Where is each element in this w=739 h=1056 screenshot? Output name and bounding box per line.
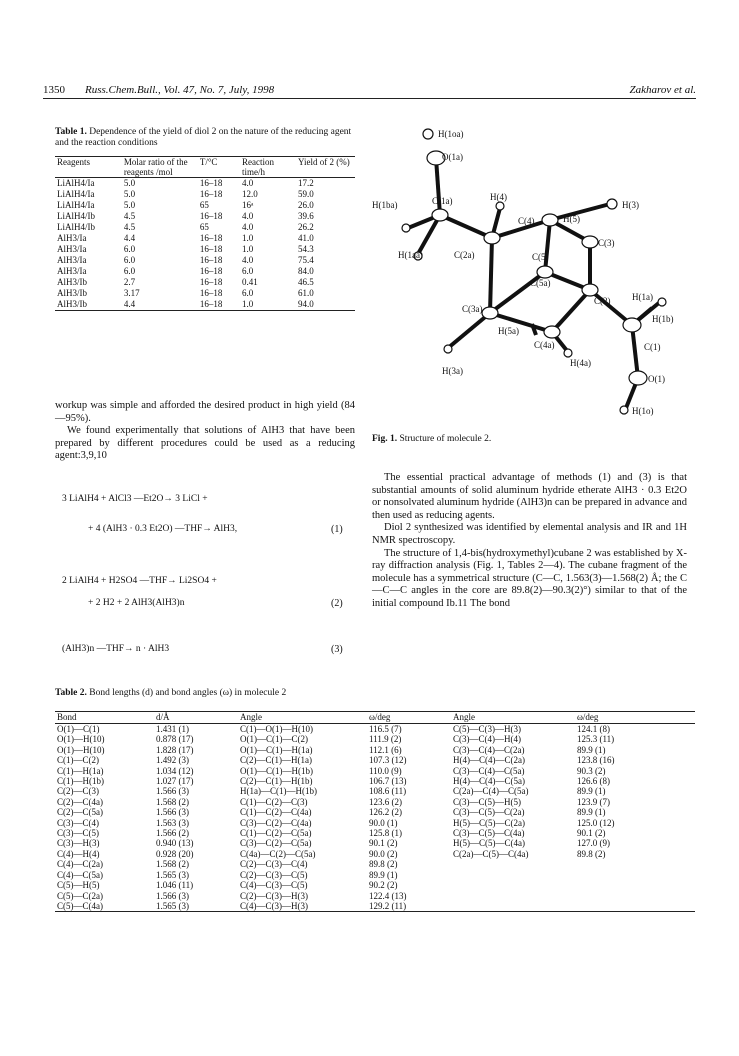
table1-cell: 75.4 bbox=[298, 255, 314, 265]
table1-cell: 6.0 bbox=[242, 288, 254, 298]
table2-cell: 122.4 (13) bbox=[369, 890, 407, 901]
table2-cell: H(4)—C(4)—C(2a) bbox=[453, 755, 525, 766]
table2-cell: 0.878 (17) bbox=[156, 734, 194, 745]
table1-cell: 4.0 bbox=[242, 211, 254, 221]
equation-2a: 2 LiAlH4 + H2SO4 —THF→ Li2SO4 + bbox=[62, 576, 217, 586]
table2-cell: 1.431 (1) bbox=[156, 724, 189, 734]
table2-cell: C(4a)—C(2)—C(5a) bbox=[240, 848, 316, 859]
table2-row bbox=[55, 901, 695, 912]
equation-1a: 3 LiAlH4 + AlCl3 —Et2O→ 3 LiCl + bbox=[62, 494, 208, 504]
atom-label: H(1oa) bbox=[438, 129, 464, 139]
table1-cell: LiAlH4/Ia bbox=[57, 178, 95, 188]
paragraph: The structure of 1,4-bis(hydroxymethyl)cubane 2 was established by X-ray diffraction analysis (Fig. 1, Tables 2—4). The cubane fragment of the molecule has a symmetrical structure (C—C, 1.563(3)—1.568(2) Å; the C—C—C angles in the core are 89.8(2)—90.3(2)°) similar to that of the initial compound Ib.11 The bond bbox=[372, 547, 687, 609]
table2-cell: 125.0 (12) bbox=[577, 817, 615, 828]
table2-cell: C(3)—H(3) bbox=[57, 838, 100, 849]
table2-cell: C(2)—C(4a) bbox=[57, 796, 103, 807]
table2-row bbox=[55, 880, 695, 890]
author-line: Zakharov et al. bbox=[629, 84, 696, 96]
paragraph: We found experimentally that solutions of AlH3 that have been prepared by different procedures could be used as a reducing agent:3,9,10 bbox=[55, 425, 355, 462]
table1-cell: 84.0 bbox=[298, 266, 314, 276]
table2-cell: C(3)—C(5)—C(2a) bbox=[453, 807, 525, 818]
table2-cell: C(4)—H(4) bbox=[57, 848, 100, 859]
table2-cell: 112.1 (6) bbox=[369, 744, 402, 755]
table1-col-header: Yield of 2 (%) bbox=[298, 157, 350, 167]
table1-col-header: Reagents bbox=[57, 157, 90, 167]
table1-cell: 1.0 bbox=[242, 233, 254, 243]
table1-cell: 6.0 bbox=[242, 266, 254, 276]
atom-label: H(4a) bbox=[570, 358, 591, 368]
table2-cell: 89.9 (1) bbox=[369, 869, 398, 880]
table2-cell: 116.5 (7) bbox=[369, 724, 402, 734]
table2-cell: 89.9 (1) bbox=[577, 786, 606, 797]
atom-label: C(4) bbox=[518, 216, 535, 226]
table2-cell: 90.2 (2) bbox=[369, 880, 398, 891]
table2-col-header: Bond bbox=[57, 712, 77, 722]
table2-row bbox=[55, 818, 695, 828]
table2-cell: C(5)—H(5) bbox=[57, 880, 100, 891]
table2-cell: H(5)—C(5)—C(2a) bbox=[453, 817, 525, 828]
table2-col-header: ω/deg bbox=[369, 712, 391, 722]
atom-label: H(1aa) bbox=[398, 250, 423, 260]
table2-cell: C(2)—C(1)—H(1b) bbox=[240, 776, 313, 787]
table1-cell: 1.0 bbox=[242, 244, 254, 254]
table1-cell: 4.4 bbox=[123, 299, 136, 309]
table2-header-row bbox=[55, 712, 695, 724]
table2-cell: 90.0 (2) bbox=[369, 848, 398, 859]
equation-number: (1) bbox=[331, 524, 343, 535]
atom-label: C(5a) bbox=[530, 278, 551, 288]
table2-cell: C(5)—C(3)—H(3) bbox=[453, 724, 521, 734]
atom-label: H(5a) bbox=[498, 326, 519, 336]
paragraph: The essential practical advantage of methods (1) and (3) is that substantial amounts of solid aluminum hydride etherate AlH3 · 0.3 Et2O or nonsolvated aluminum hydride (AlH3)n can be prepared in advance and then used as reducing agents. bbox=[372, 472, 687, 521]
molecule-structure-figure bbox=[370, 120, 700, 430]
table2-cell: 126.2 (2) bbox=[369, 807, 402, 818]
table1-cell: 16–18 bbox=[199, 178, 223, 188]
atom-label: O(1) bbox=[648, 374, 665, 384]
table1-col-header: T/°C bbox=[199, 157, 218, 167]
table1-cell: AlH3/Ib bbox=[57, 277, 87, 287]
table2-cell: C(1)—C(2)—C(5a) bbox=[240, 828, 312, 839]
running-header bbox=[43, 84, 696, 99]
table1-cell: 17.2 bbox=[298, 178, 314, 188]
table2-cell: 127.0 (9) bbox=[577, 838, 610, 849]
table2-cell: C(3)—C(5)—H(5) bbox=[453, 796, 521, 807]
table2-cell: C(4)—C(3)—H(3) bbox=[240, 900, 308, 911]
table2-row bbox=[55, 745, 695, 755]
page-number: 1350 bbox=[43, 84, 65, 96]
table2-cell: 90.0 (1) bbox=[369, 817, 398, 828]
table1-cell: 16ᵃ bbox=[242, 200, 254, 210]
atom-label: C(1a) bbox=[432, 196, 453, 206]
table2-row bbox=[55, 776, 695, 786]
table1-cell: 2.7 bbox=[123, 277, 136, 287]
table2-cell: C(3)—C(5)—C(4a) bbox=[453, 828, 525, 839]
table2-row bbox=[55, 859, 695, 869]
table2-cell bbox=[451, 870, 575, 880]
table2-cell: 90.1 (2) bbox=[577, 828, 606, 839]
table2-cell bbox=[575, 859, 695, 869]
table2-row bbox=[55, 870, 695, 880]
table2-cell: C(3)—C(5) bbox=[57, 828, 99, 839]
table2-cell: C(1)—H(1a) bbox=[57, 765, 104, 776]
table2-cell: C(2)—C(1)—H(1a) bbox=[240, 755, 312, 766]
table2-cell: 1.566 (2) bbox=[156, 828, 189, 839]
table1-cell: LiAlH4/Ia bbox=[57, 189, 95, 199]
table2-cell: O(1)—C(1)—H(1a) bbox=[240, 744, 313, 755]
table1-cell: 6.0 bbox=[123, 244, 136, 254]
table2-row bbox=[55, 797, 695, 807]
table2-label: Table 2. bbox=[55, 688, 87, 698]
table2-cell bbox=[575, 891, 695, 901]
table2-cell: C(3)—C(4)—H(4) bbox=[453, 734, 521, 745]
table1-cell: 16–18 bbox=[199, 299, 223, 309]
atom-label: C(5) bbox=[532, 252, 549, 262]
table1-cell: 59.0 bbox=[298, 189, 314, 199]
table1-cell: AlH3/Ib bbox=[57, 299, 87, 309]
table1-row bbox=[55, 277, 355, 288]
table2-cell bbox=[451, 891, 575, 901]
table1-cell: 0.41 bbox=[242, 277, 258, 287]
table1-cell: 26.2 bbox=[298, 222, 314, 232]
table1-row bbox=[55, 211, 355, 222]
table1-cell: 16–18 bbox=[199, 244, 223, 254]
table2-cell: 0.928 (20) bbox=[156, 848, 194, 859]
table2-cell: 89.8 (2) bbox=[577, 848, 606, 859]
table2-cell: C(1)—C(2) bbox=[57, 755, 99, 766]
table2-cell: 125.8 (1) bbox=[369, 828, 402, 839]
table2-cell: C(1)—C(2)—C(4a) bbox=[240, 807, 312, 818]
table2-cell bbox=[575, 870, 695, 880]
atom-label: C(4a) bbox=[534, 340, 555, 350]
table1-cell: 6.0 bbox=[123, 255, 136, 265]
table2-cell: C(3)—C(2)—C(4a) bbox=[240, 817, 312, 828]
atom-label: H(5) bbox=[563, 214, 580, 224]
table1-cell: 46.5 bbox=[298, 277, 314, 287]
table1-cell: 65 bbox=[199, 200, 209, 210]
table1-row bbox=[55, 266, 355, 277]
table1-row bbox=[55, 288, 355, 299]
table2-col-header: ω/deg bbox=[577, 712, 599, 722]
table2-cell: C(1)—C(2)—C(3) bbox=[240, 796, 308, 807]
table2-cell: 1.492 (3) bbox=[156, 755, 189, 766]
table1-cell: AlH3/Ia bbox=[57, 266, 87, 276]
table2-row bbox=[55, 849, 695, 859]
figure-caption bbox=[372, 434, 491, 444]
table1-col-header: Molar ratio of the reagents /mol bbox=[123, 157, 188, 177]
table2-cell: O(1)—H(10) bbox=[57, 744, 105, 755]
table2-cell: 0.940 (13) bbox=[156, 838, 194, 849]
equation-1b: + 4 (AlH3 · 0.3 Et2O) —THF→ AlH3, bbox=[88, 524, 238, 534]
table1-cell: 5.0 bbox=[123, 189, 136, 199]
table1-cell: AlH3/Ia bbox=[57, 255, 87, 265]
table2-cell: 106.7 (13) bbox=[369, 776, 407, 787]
table1-row bbox=[55, 244, 355, 255]
table1-cell: 16–18 bbox=[199, 266, 223, 276]
table2-col-header: d/Å bbox=[156, 712, 170, 722]
table2-cell: O(1)—H(10) bbox=[57, 734, 105, 745]
atom-label: O(1a) bbox=[442, 152, 463, 162]
table2-cell bbox=[451, 901, 575, 912]
table1 bbox=[55, 156, 355, 311]
atom-label: H(3) bbox=[622, 200, 639, 210]
table2-cell: C(4)—C(3)—C(5) bbox=[240, 880, 308, 891]
table2-row bbox=[55, 838, 695, 848]
table1-row bbox=[55, 178, 355, 190]
journal-citation: Russ.Chem.Bull., Vol. 47, No. 7, July, 1998 bbox=[85, 84, 275, 96]
table2-cell: 89.9 (1) bbox=[577, 744, 606, 755]
table2-cell: C(2)—C(3)—C(5) bbox=[240, 869, 308, 880]
table2-cell: C(3)—C(4)—C(2a) bbox=[453, 744, 525, 755]
table2-cell: C(4)—C(5a) bbox=[57, 869, 103, 880]
figure-label: Fig. 1. bbox=[372, 434, 398, 444]
table1-cell: 54.3 bbox=[298, 244, 314, 254]
right-column-text bbox=[372, 472, 687, 611]
table1-cell: 1.0 bbox=[242, 299, 254, 309]
atom-label: C(3) bbox=[598, 238, 615, 248]
table1-cell: 16–18 bbox=[199, 255, 223, 265]
table2-row bbox=[55, 828, 695, 838]
table1-cell: LiAlH4/Ib bbox=[57, 211, 95, 221]
table1-cell: 16–18 bbox=[199, 189, 223, 199]
table2-cell: C(3)—C(2)—C(5a) bbox=[240, 838, 312, 849]
table1-row bbox=[55, 189, 355, 200]
table2-caption bbox=[55, 688, 286, 698]
table1-row bbox=[55, 255, 355, 266]
table1-cell: 61.0 bbox=[298, 288, 314, 298]
atom-label: H(1o) bbox=[632, 406, 654, 416]
table1-cell: AlH3/Ia bbox=[57, 233, 87, 243]
molecule-drawing bbox=[370, 120, 700, 430]
table2-body bbox=[55, 724, 695, 912]
table2-cell: 1.566 (3) bbox=[156, 786, 189, 797]
table1-cell: 94.0 bbox=[298, 299, 314, 309]
table2-col-header: Angle bbox=[453, 712, 475, 722]
table1-cell: 65 bbox=[199, 222, 209, 232]
table2-row bbox=[55, 755, 695, 765]
table1-cell: AlH3/Ib bbox=[57, 288, 87, 298]
table2-cell: 123.6 (2) bbox=[369, 796, 402, 807]
table2-cell: 1.565 (3) bbox=[156, 900, 189, 911]
table2-col-header: Angle bbox=[240, 712, 262, 722]
table2-cell: 1.027 (17) bbox=[156, 776, 194, 787]
table2-cell: O(1)—C(1) bbox=[57, 724, 100, 734]
table2-caption-text: Bond lengths (d) and bond angles (ω) in molecule 2 bbox=[89, 688, 287, 698]
table2-cell: 1.034 (12) bbox=[156, 765, 194, 776]
atom-label: H(1b) bbox=[652, 314, 674, 324]
table2-cell: C(5)—C(4a) bbox=[57, 900, 103, 911]
table2-cell: 108.6 (11) bbox=[369, 786, 407, 797]
table1-cell: 5.0 bbox=[123, 178, 136, 188]
table2-cell: 126.6 (8) bbox=[577, 776, 610, 787]
table2-cell: 1.568 (2) bbox=[156, 796, 189, 807]
equation-2b: + 2 H2 + 2 AlH3(AlH3)n bbox=[88, 598, 185, 608]
table1-caption-text: Dependence of the yield of diol 2 on the nature of the reducing agent and the reaction conditions bbox=[55, 127, 352, 148]
atom-label: C(1) bbox=[644, 342, 661, 352]
table2-cell: 110.0 (9) bbox=[369, 765, 402, 776]
table2-cell: 123.9 (7) bbox=[577, 796, 610, 807]
table1-label: Table 1. bbox=[55, 127, 87, 137]
left-column-text bbox=[55, 400, 355, 463]
table1-header-row bbox=[55, 157, 355, 178]
table2-cell: 90.1 (2) bbox=[369, 838, 398, 849]
table2-cell: C(5)—C(2a) bbox=[57, 890, 103, 901]
table1-cell: 4.0 bbox=[242, 222, 254, 232]
paragraph: workup was simple and afforded the desired product in high yield (84—95%). bbox=[55, 400, 355, 424]
table1-cell: 16–18 bbox=[199, 277, 223, 287]
table2-cell: C(1)—O(1)—H(10) bbox=[240, 724, 313, 734]
table2-cell: 1.566 (3) bbox=[156, 890, 189, 901]
table1-cell: LiAlH4/Ib bbox=[57, 222, 95, 232]
table2-row bbox=[55, 891, 695, 901]
table2-cell: C(3)—C(4)—C(5a) bbox=[453, 765, 525, 776]
atom-label: H(4) bbox=[490, 192, 507, 202]
equation-number: (2) bbox=[331, 598, 343, 609]
table2-cell: 1.046 (11) bbox=[156, 880, 194, 891]
table2-cell: 129.2 (11) bbox=[369, 900, 407, 911]
table1-row bbox=[55, 200, 355, 211]
table1-row bbox=[55, 233, 355, 244]
table2-row bbox=[55, 724, 695, 735]
table2-cell: C(2)—C(3)—H(3) bbox=[240, 890, 308, 901]
atom-label: H(1ba) bbox=[372, 200, 398, 210]
table2-row bbox=[55, 807, 695, 817]
table1-caption bbox=[55, 127, 355, 149]
paragraph: Diol 2 synthesized was identified by elemental analysis and IR and 1H NMR spectroscopy. bbox=[372, 522, 687, 546]
table2-cell bbox=[575, 901, 695, 912]
table1-cell: 4.0 bbox=[242, 255, 254, 265]
table2 bbox=[55, 711, 695, 912]
table2-cell: C(2)—C(3) bbox=[57, 786, 99, 797]
equation-3: (AlH3)n —THF→ n · AlH3 bbox=[62, 644, 170, 654]
table2-cell: C(4)—C(2a) bbox=[57, 859, 103, 870]
atom-label: H(1a) bbox=[632, 292, 653, 302]
table2-cell: 124.1 (8) bbox=[577, 724, 610, 734]
table2-cell: 90.3 (2) bbox=[577, 765, 606, 776]
table2-cell: O(1)—C(1)—C(2) bbox=[240, 734, 308, 745]
equation-number: (3) bbox=[331, 644, 343, 655]
table2-cell bbox=[451, 880, 575, 890]
table1-body bbox=[55, 178, 355, 311]
table1-cell: 6.0 bbox=[123, 266, 136, 276]
table2-cell: 125.3 (11) bbox=[577, 734, 615, 745]
table2-cell: 107.3 (12) bbox=[369, 755, 407, 766]
table2-cell: 111.9 (2) bbox=[369, 734, 402, 745]
table1-row bbox=[55, 299, 355, 311]
table2-cell: H(1a)—C(1)—H(1b) bbox=[240, 786, 317, 797]
table2-cell: C(3)—C(4) bbox=[57, 817, 99, 828]
table1-cell: 16–18 bbox=[199, 211, 223, 221]
table2-cell: 89.8 (2) bbox=[369, 859, 398, 870]
table2-cell: 1.568 (2) bbox=[156, 859, 189, 870]
atom-label: C(2a) bbox=[454, 250, 475, 260]
table2-cell: C(2a)—C(4)—C(5a) bbox=[453, 786, 529, 797]
table1-cell: 5.0 bbox=[123, 200, 136, 210]
table1-row bbox=[55, 222, 355, 233]
table1-cell: 3.17 bbox=[123, 288, 140, 298]
table2-row bbox=[55, 786, 695, 796]
table1-cell: 39.6 bbox=[298, 211, 314, 221]
table1-cell: 4.0 bbox=[242, 178, 254, 188]
table2-cell: H(5)—C(5)—C(4a) bbox=[453, 838, 525, 849]
table2-cell: 89.9 (1) bbox=[577, 807, 606, 818]
table2-cell: 1.565 (3) bbox=[156, 869, 189, 880]
figure-caption-text: Structure of molecule 2. bbox=[399, 434, 492, 444]
table2-row bbox=[55, 766, 695, 776]
table1-col-header: Reaction time/h bbox=[242, 157, 274, 177]
table1-cell: 4.5 bbox=[123, 211, 136, 221]
table2-cell: C(1)—H(1b) bbox=[57, 776, 104, 787]
table1-cell: 4.4 bbox=[123, 233, 136, 243]
atom-label: H(3a) bbox=[442, 366, 463, 376]
table2-cell bbox=[451, 859, 575, 869]
table1-cell: 16–18 bbox=[199, 288, 223, 298]
table1-cell: 16–18 bbox=[199, 233, 223, 243]
table2-cell: C(2)—C(5a) bbox=[57, 807, 103, 818]
table1-cell: 26.0 bbox=[298, 200, 314, 210]
atom-label: C(3a) bbox=[462, 304, 483, 314]
table2-cell: 1.563 (3) bbox=[156, 817, 189, 828]
table2-cell: 1.566 (3) bbox=[156, 807, 189, 818]
table2-cell: C(2)—C(3)—C(4) bbox=[240, 859, 308, 870]
table2-cell: 123.8 (16) bbox=[577, 755, 615, 766]
table2-row bbox=[55, 734, 695, 744]
table2-cell: 1.828 (17) bbox=[156, 744, 194, 755]
table1-cell: 41.0 bbox=[298, 233, 314, 243]
table1-cell: AlH3/Ia bbox=[57, 244, 87, 254]
table1-cell: LiAlH4/Ia bbox=[57, 200, 95, 210]
atom-label: C(2) bbox=[594, 296, 611, 306]
table2-cell: O(1)—C(1)—H(1b) bbox=[240, 765, 313, 776]
table2-cell: H(4)—C(4)—C(5a) bbox=[453, 776, 525, 787]
table2-cell bbox=[575, 880, 695, 890]
table1-cell: 4.5 bbox=[123, 222, 136, 232]
table1-cell: 12.0 bbox=[242, 189, 258, 199]
table2-cell: C(2a)—C(5)—C(4a) bbox=[453, 848, 529, 859]
